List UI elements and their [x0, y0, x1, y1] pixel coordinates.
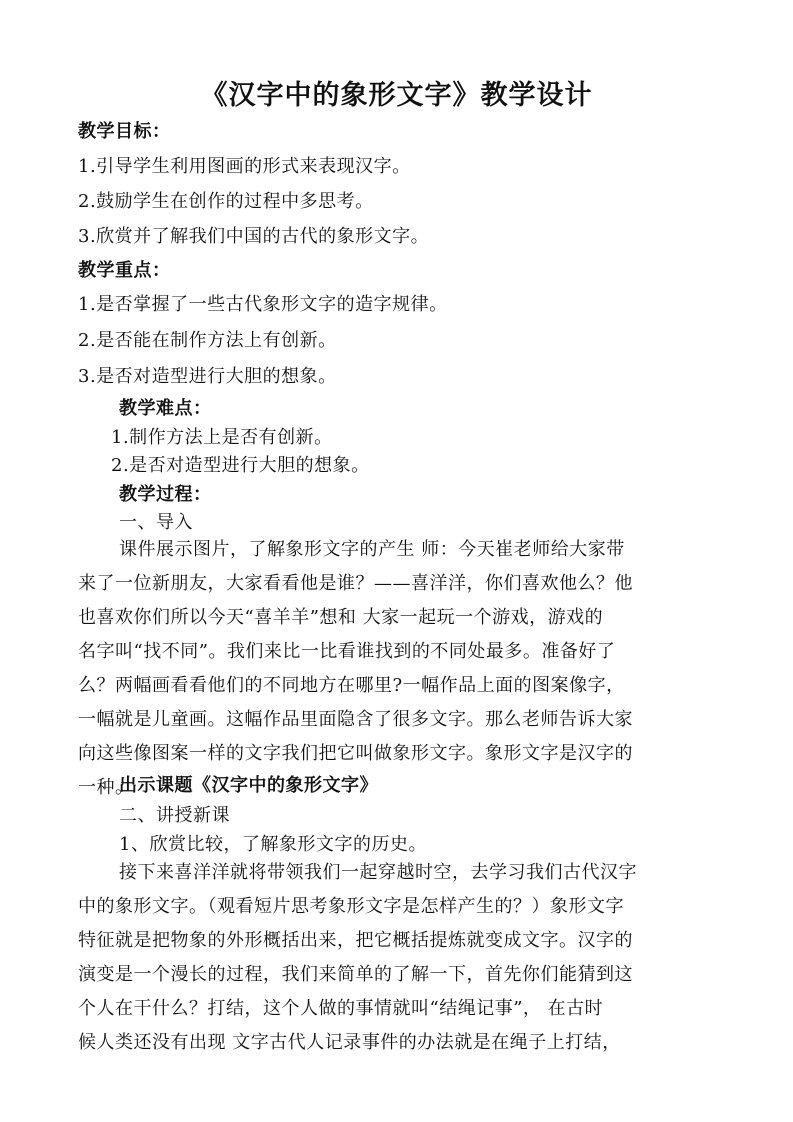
- intro-paragraph-line: 名字叫“找不同”。我们来比一比看谁找到的不同处最多。准备好了: [78, 641, 616, 662]
- key-points-heading: 教学重点：: [78, 260, 171, 281]
- lesson-paragraph-line: 演变是一个漫长的过程，我们来简单的了解一下，首先你们能猜到这: [78, 964, 633, 985]
- intro-paragraph-line: 一种。: [78, 777, 134, 798]
- process-heading: 教学过程：: [119, 484, 212, 505]
- intro-paragraph-line: 一幅就是儿童画。这幅作品里面隐含了很多文字。那么老师告诉大家: [78, 709, 633, 730]
- lesson-paragraph: [78, 856, 718, 1060]
- key-point-item-1: 1.是否掌握了一些古代象形文字的造字规律。: [78, 294, 448, 315]
- lesson-paragraph-line: 特征就是把物象的外形概括出来，把它概括提炼就变成文字。汉字的: [78, 930, 633, 951]
- objective-item-3: 3.欣赏并了解我们中国的古代的象形文字。: [78, 226, 430, 247]
- intro-paragraph-line: 向这些像图案一样的文字我们把它叫做象形文字。象形文字是汉字的: [78, 743, 633, 764]
- key-point-item-3: 3.是否对造型进行大胆的想象。: [78, 366, 337, 387]
- objective-item-2: 2.鼓励学生在创作的过程中多思考。: [78, 191, 374, 212]
- objectives-heading: 教学目标：: [78, 121, 171, 142]
- document-title: 《汉字中的象形文字》教学设计: [200, 80, 593, 111]
- section-intro-heading: 一、导入: [119, 512, 193, 533]
- lesson-paragraph-line: 接下来喜洋洋就将带领我们一起穿越时空，去学习我们古代汉字: [119, 862, 637, 883]
- lesson-paragraph-line: 中的象形文字。（观看短片思考象形文字是怎样产生的？）象形文字: [78, 896, 624, 917]
- subsection-1-heading: 1、欣赏比较，了解象形文字的历史。: [119, 834, 427, 855]
- difficulty-item-2: 2.是否对造型进行大胆的想象。: [111, 455, 370, 476]
- intro-paragraph-line: 也喜欢你们所以今天“喜羊羊”想和 大家一起玩一个游戏，游戏的: [78, 607, 604, 628]
- topic-line: 出示课题《汉字中的象形文字》: [119, 775, 378, 796]
- key-point-item-2: 2.是否能在制作方法上有创新。: [78, 330, 337, 351]
- intro-paragraph-line: 来了一位新朋友，大家看看他是谁？——喜洋洋，你们喜欢他么？他: [78, 573, 633, 594]
- intro-paragraph-line: 么？两幅画看看他们的不同地方在哪里?一幅作品上面的图案像字，: [78, 675, 625, 696]
- difficulty-item-1: 1.制作方法上是否有创新。: [111, 427, 333, 448]
- difficulties-heading: 教学难点：: [119, 398, 212, 419]
- section-new-lesson-heading: 二、讲授新课: [119, 805, 230, 826]
- lesson-paragraph-line: 候人类还没有出现 文字古代人记录事件的办法就是在绳子上打结，: [78, 1032, 621, 1053]
- intro-paragraph: [78, 533, 718, 805]
- lesson-paragraph-line: 个人在干什么？打结，这个人做的事情就叫“结绳记事”， 在古时: [78, 998, 604, 1019]
- objective-item-1: 1.引导学生利用图画的形式来表现汉字。: [78, 156, 411, 177]
- intro-paragraph-line: 课件展示图片，了解象形文字的产生 师：今天崔老师给大家带: [119, 539, 625, 560]
